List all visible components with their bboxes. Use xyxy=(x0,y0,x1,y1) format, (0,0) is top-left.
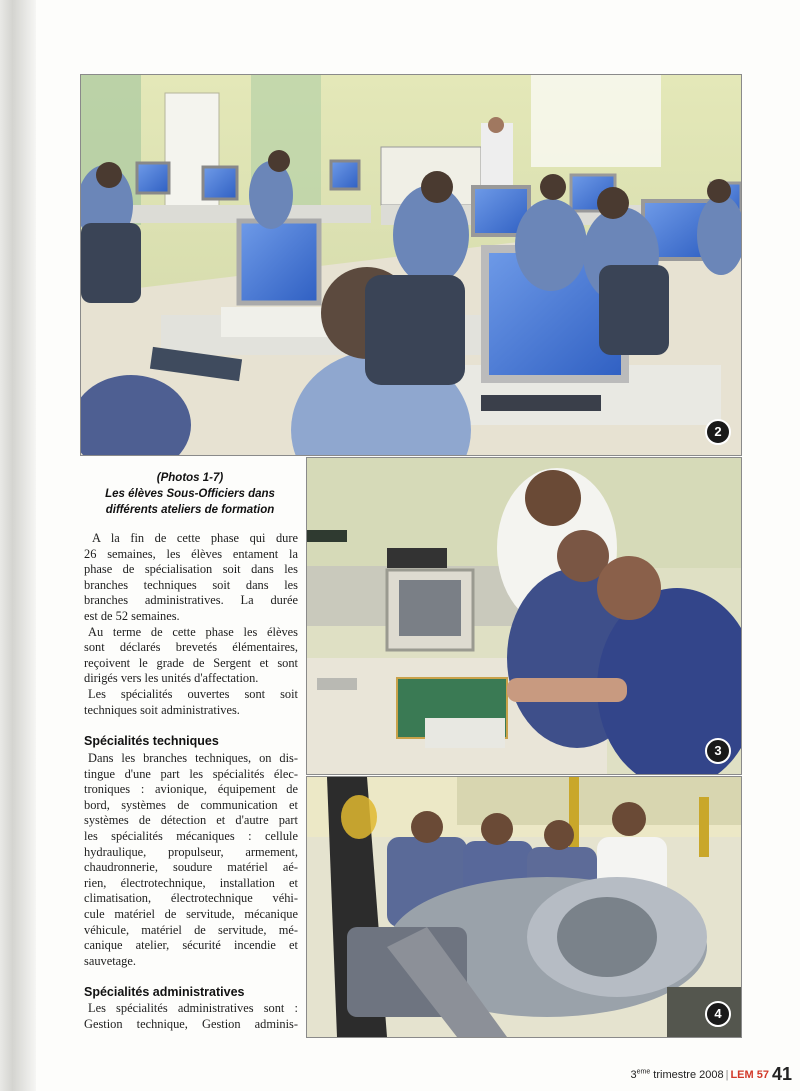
administrative-paragraph xyxy=(84,1001,298,1032)
text-line: sont déclarés brevetés élémentaires, xyxy=(84,640,298,655)
photo-number-badge: 2 xyxy=(705,419,731,445)
text-line: systèmes de détection et d'autre part xyxy=(84,813,298,828)
text-line: tingue d'une part les spécialités élec- xyxy=(84,766,298,781)
text-line: A la fin de cette phase qui dure xyxy=(92,531,298,545)
issue-period-suffix: eme xyxy=(636,1068,651,1076)
text-line: branches techniques soit dans les xyxy=(84,577,298,592)
photo-caption xyxy=(80,470,300,518)
text-line: véhicule, matériel de servitude, mé- xyxy=(84,922,298,937)
text-line: est de 52 semaines. xyxy=(84,608,180,623)
photo-computer-lab xyxy=(80,74,742,456)
text-line: dirigés vers les unités d'affectation. xyxy=(84,671,259,686)
text-line: Au terme de cette phase les élèves xyxy=(88,624,298,639)
text-line: Gestion technique, Gestion adminis- xyxy=(84,1016,298,1031)
page-footer: 3eme trimestre 2008 | LEM 57 41 xyxy=(630,1064,792,1084)
text-line: les spécialités mécaniques : cellule xyxy=(84,828,298,843)
issue-period: trimestre 2008 xyxy=(653,1069,724,1081)
photo-electronics-workshop xyxy=(306,457,742,775)
magazine-name: LEM 57 xyxy=(730,1069,769,1081)
text-line: reçoivent le grade de Sergent et sont xyxy=(84,655,298,670)
text-line: branches administratives. La durée xyxy=(84,593,298,608)
photo-number-badge: 3 xyxy=(705,738,731,764)
page-number: 41 xyxy=(771,1064,792,1084)
photo-number-badge: 4 xyxy=(705,1001,731,1027)
caption-reference: (Photos 1-7) xyxy=(156,472,224,484)
text-line: Les spécialités ouvertes sont soit xyxy=(88,686,298,701)
text-line: chaudronnerie, soudure matériel aé- xyxy=(84,860,298,875)
text-line: cule matériel de servitude, mécanique xyxy=(84,906,298,921)
text-line: rien, électrotechnique, installation et xyxy=(84,875,298,890)
text-line: Les spécialités administratives sont : xyxy=(88,1001,298,1015)
photo-engine-workshop xyxy=(306,776,742,1038)
text-line: bord, systèmes de communication et xyxy=(84,797,298,812)
issue-period-number: 3 xyxy=(630,1069,637,1081)
text-line: phase de spécialisation soit dans les xyxy=(84,562,298,577)
text-line: troniques : avionique, équipement de xyxy=(84,782,298,797)
caption-text: Les élèves Sous-Officiers dans xyxy=(105,488,275,500)
technical-paragraph xyxy=(84,751,298,969)
text-line: techniques soit administratives. xyxy=(84,702,240,717)
text-line: canique atelier, sécurité incendie et xyxy=(84,938,298,953)
page-binding-shadow xyxy=(0,0,36,1091)
section-heading-administrative: Spécialités administratives xyxy=(84,985,245,999)
text-line: 26 semaines, les élèves entament la xyxy=(84,546,298,561)
text-line: hydraulique, propulseur, armement, xyxy=(84,844,298,859)
section-heading-technical: Spécialités techniques xyxy=(84,734,219,748)
text-line: climatisation, électrotechnique véhi- xyxy=(84,891,298,906)
caption-text: différents ateliers de formation xyxy=(105,504,275,516)
intro-paragraph xyxy=(84,531,298,718)
text-line: sauvetage. xyxy=(84,953,136,968)
text-line: Dans les branches techniques, on dis- xyxy=(88,751,298,765)
